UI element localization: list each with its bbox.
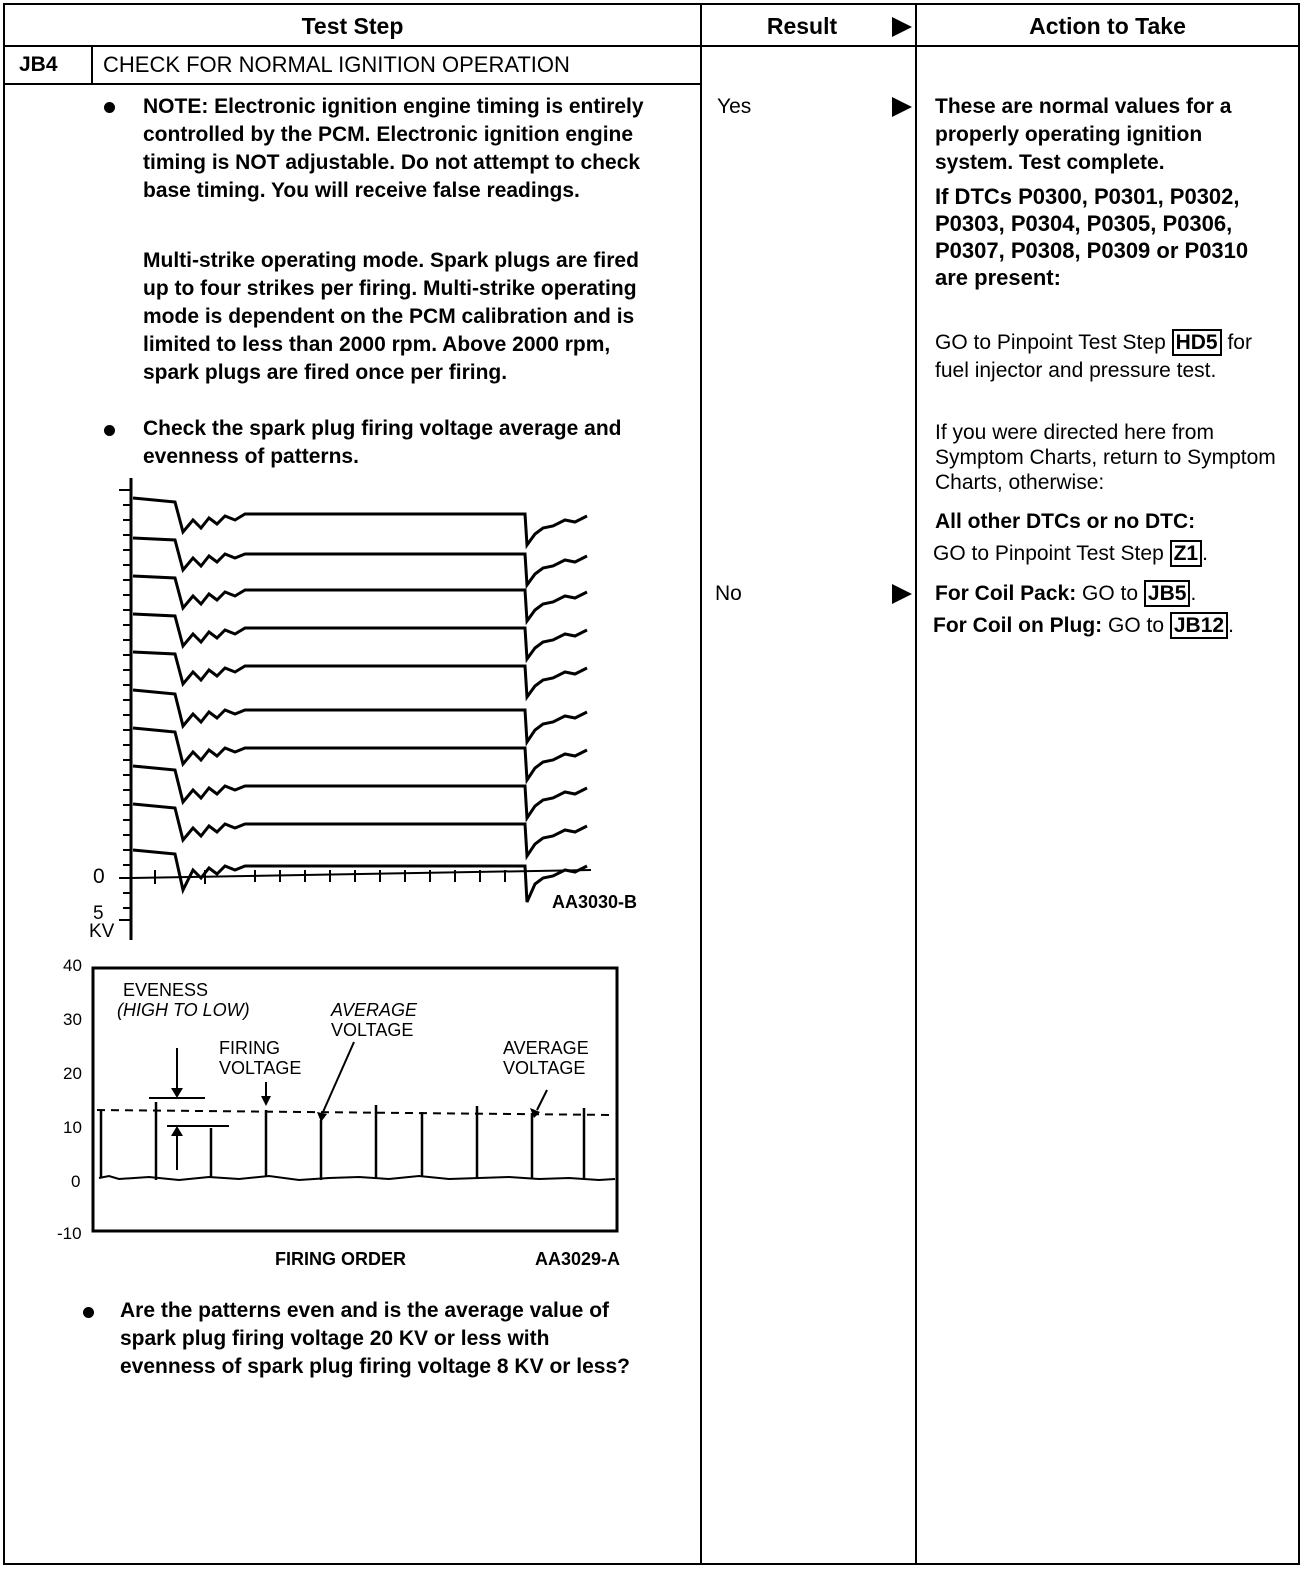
result-no: No: [715, 582, 742, 605]
coil-plug-go: GO to: [1107, 614, 1165, 637]
multistrike-text: Multi-strike operating mode. Spark plugs are fired up to four strikes per firing. Multi-strike operating mode is dependent on the PCM calibration and is limited to less than 2000 rpm. Above 2000 rpm, spark plugs are fired once per firing.: [143, 249, 639, 384]
action-goto-hd5: [935, 329, 1290, 385]
figure2-code: AA3029-A: [535, 1249, 621, 1269]
header-result: Result: [766, 13, 838, 39]
test-step-table: [3, 3, 1300, 1565]
firing-voltage-label: VOLTAGE: [219, 1058, 302, 1078]
action-symptom-text: If you were directed here from Symptom Charts, return to Symptom Charts, otherwise:: [935, 421, 1276, 494]
goto-prefix: GO to Pinpoint Test Step: [935, 331, 1166, 354]
column-divider-1: [700, 5, 702, 1563]
step-id-divider: [91, 47, 93, 83]
firing-label: FIRING: [219, 1038, 280, 1058]
header-test-step: Test Step: [301, 13, 404, 39]
check-text: Check the spark plug firing voltage average and evenness of patterns.: [143, 417, 622, 468]
y-tick-label: 0: [71, 1172, 81, 1191]
coil-pack-label: For Coil Pack:: [935, 582, 1077, 605]
result-yes-arrow-icon: [892, 97, 912, 117]
question-text: Are the patterns even and is the average value of spark plug firing voltage 20 KV or less with evenness of spark plug firing voltage 8 KV or less?: [120, 1299, 630, 1378]
step-row-divider: [5, 83, 702, 85]
action-coil-plug: For Coil on Plug: GO to JB12 .: [933, 614, 1234, 637]
header-arrow-icon: [892, 17, 912, 37]
y-tick-label: 30: [63, 1010, 82, 1029]
average-voltage-label-1: VOLTAGE: [331, 1020, 414, 1040]
result-yes: Yes: [717, 95, 752, 118]
action-dtc-condition: If DTCs P0300, P0301, P0302, P0303, P0304, P0305, P0306, P0307, P0308, P0309 or P0310 are present:: [935, 184, 1249, 290]
action-coil-pack: For Coil Pack: GO to JB5 .: [935, 582, 1197, 605]
hd5-link[interactable]: HD5: [1172, 329, 1222, 356]
action-goto-z1: GO to Pinpoint Test Step Z1 .: [933, 542, 1208, 565]
bullet-icon: [83, 1307, 94, 1318]
figure1-unit-label: KV: [89, 921, 115, 942]
y-tick-label: 40: [63, 956, 82, 975]
y-tick-label: 20: [63, 1064, 82, 1083]
note-text: NOTE: Electronic ignition engine timing is entirely controlled by the PCM. Electronic ignition engine timing is NOT adjustable. Do not attempt to check base timing. You will receive false readings.: [143, 95, 644, 202]
jb5-link[interactable]: JB5: [1144, 580, 1191, 607]
action-normal-text: These are normal values for a properly operating ignition system. Test complete.: [935, 95, 1232, 174]
step-title: CHECK FOR NORMAL IGNITION OPERATION: [103, 52, 570, 77]
y-tick-label: -10: [57, 1224, 82, 1243]
figure1-five-label: 5: [93, 903, 104, 924]
z1-prefix: GO to Pinpoint Test Step: [933, 542, 1164, 565]
figure1-zero-label: 0: [93, 865, 105, 888]
figure2-xlabel: FIRING ORDER: [275, 1249, 407, 1269]
goto-suffix: for fuel injector and pressure test.: [935, 331, 1252, 382]
column-divider-2: [915, 5, 917, 1563]
bullet-icon: [104, 102, 115, 113]
z1-link[interactable]: Z1: [1170, 540, 1203, 567]
coil-pack-go: GO to: [1082, 582, 1139, 605]
average-label-1: AVERAGE: [331, 1000, 418, 1020]
y-tick-label: 10: [63, 1118, 82, 1137]
header-action: Action to Take: [1029, 13, 1186, 39]
figure1-code: AA3030-B: [552, 892, 638, 912]
result-no-arrow-icon: [892, 584, 912, 604]
evenness-sub-label: (HIGH TO LOW): [117, 1000, 250, 1020]
firing-pattern-figure: [75, 470, 675, 950]
jb12-link[interactable]: JB12: [1170, 612, 1228, 639]
action-other-dtc: All other DTCs or no DTC:: [935, 510, 1196, 533]
bullet-icon: [104, 425, 115, 436]
coil-plug-label: For Coil on Plug:: [933, 614, 1103, 637]
average-label-2: AVERAGE: [503, 1038, 589, 1058]
average-voltage-label-2: VOLTAGE: [503, 1058, 586, 1078]
evenness-label: EVENESS: [123, 980, 209, 1000]
step-id: JB4: [19, 53, 58, 76]
